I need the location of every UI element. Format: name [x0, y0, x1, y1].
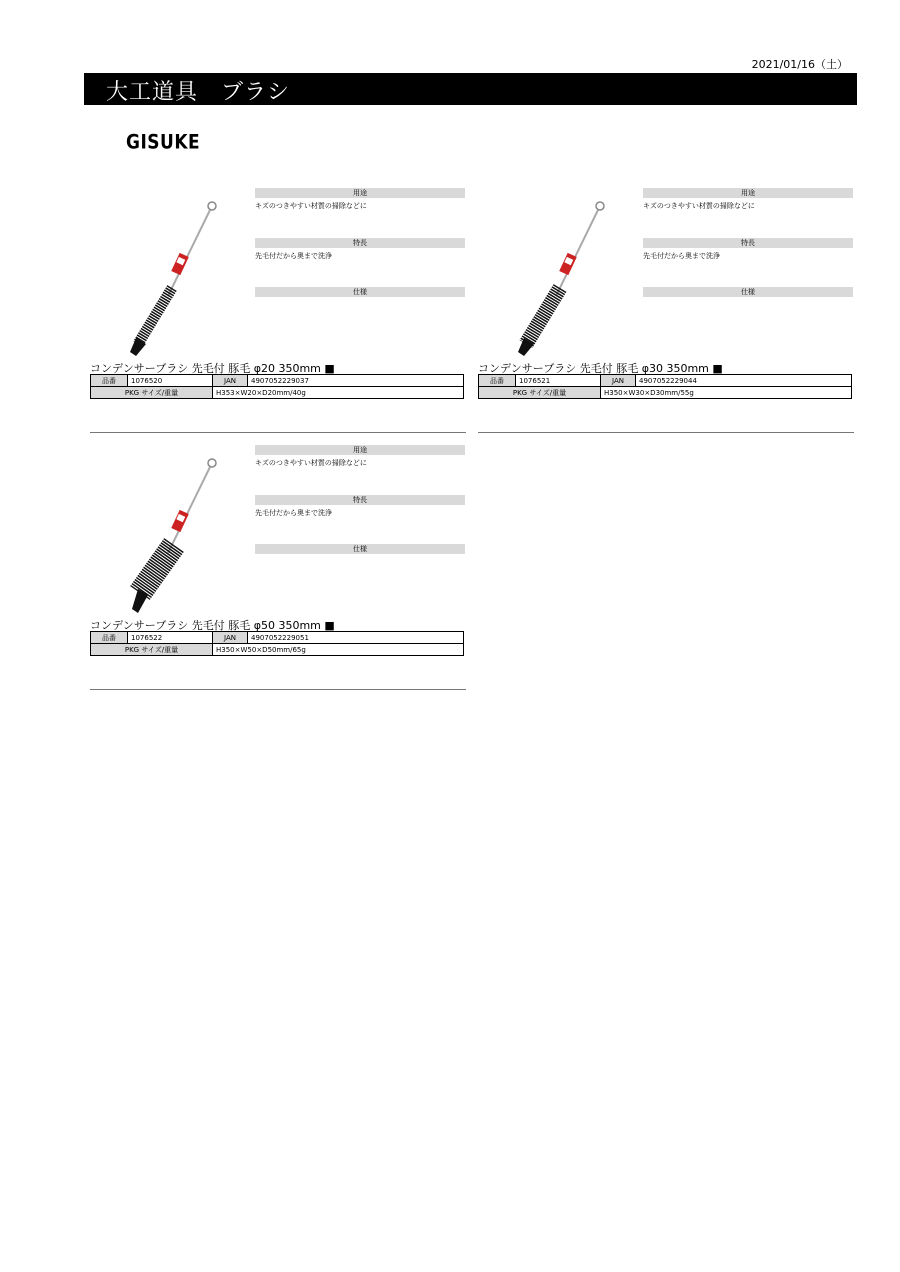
- product-spec-table: [478, 374, 852, 399]
- print-date: 2021/01/16（土）: [751, 58, 848, 71]
- usage-header: 用途: [255, 445, 465, 455]
- pkg-label: PKG サイズ/重量: [479, 387, 601, 399]
- pkg-label: PKG サイズ/重量: [91, 387, 213, 399]
- specs-section: [255, 287, 465, 312]
- product-name: コンデンサーブラシ 先毛付 豚毛 φ30 350mm ■: [478, 362, 723, 375]
- product-card: [90, 188, 466, 434]
- features-text: 先毛付だから奥まで洗浄: [643, 252, 720, 260]
- product-spec-table: [90, 374, 464, 399]
- specs-header: 仕様: [643, 287, 853, 297]
- features-section: [643, 238, 853, 263]
- features-header: 特長: [255, 495, 465, 505]
- specs-section: [255, 544, 465, 569]
- specs-header: 仕様: [255, 544, 465, 554]
- usage-section: [643, 188, 853, 213]
- usage-text: キズのつきやすい材質の掃除などに: [255, 202, 367, 210]
- pkg-value: H353×W20×D20mm/40g: [213, 387, 464, 399]
- product-name: コンデンサーブラシ 先毛付 豚毛 φ20 350mm ■: [90, 362, 335, 375]
- jan-value: 4907052229044: [636, 375, 852, 387]
- jan-value: 4907052229037: [248, 375, 464, 387]
- item-no-value: 1076520: [128, 375, 213, 387]
- product-name: コンデンサーブラシ 先毛付 豚毛 φ50 350mm ■: [90, 619, 335, 632]
- features-text: 先毛付だから奥まで洗浄: [255, 252, 332, 260]
- pkg-value: H350×W30×D30mm/55g: [601, 387, 852, 399]
- item-no-label: 品番: [479, 375, 516, 387]
- usage-text: キズのつきやすい材質の掃除などに: [255, 459, 367, 467]
- specs-section: [643, 287, 853, 312]
- features-section: [255, 495, 465, 520]
- product-card: [478, 188, 854, 434]
- specs-text: [255, 300, 465, 312]
- usage-section: [255, 445, 465, 470]
- product-image: [120, 196, 230, 356]
- jan-label: JAN: [213, 632, 248, 644]
- specs-text: [643, 300, 853, 312]
- section-divider: [90, 689, 466, 690]
- item-no-label: 品番: [91, 375, 128, 387]
- product-card: [90, 445, 466, 691]
- section-divider: [478, 432, 854, 433]
- item-no-label: 品番: [91, 632, 128, 644]
- section-divider: [90, 432, 466, 433]
- jan-label: JAN: [601, 375, 636, 387]
- specs-text: [255, 557, 465, 569]
- product-image: [120, 453, 230, 613]
- features-text: 先毛付だから奥まで洗浄: [255, 509, 332, 517]
- usage-text: キズのつきやすい材質の掃除などに: [643, 202, 755, 210]
- page-title-bar: [84, 73, 857, 105]
- usage-header: 用途: [255, 188, 465, 198]
- usage-header: 用途: [643, 188, 853, 198]
- brand-logo: GISUKE: [126, 131, 201, 154]
- item-no-value: 1076521: [516, 375, 601, 387]
- product-image: [508, 196, 618, 356]
- specs-header: 仕様: [255, 287, 465, 297]
- features-header: 特長: [255, 238, 465, 248]
- features-section: [255, 238, 465, 263]
- usage-section: [255, 188, 465, 213]
- page-title: 大工道具 ブラシ: [106, 80, 291, 105]
- features-header: 特長: [643, 238, 853, 248]
- jan-value: 4907052229051: [248, 632, 464, 644]
- pkg-value: H350×W50×D50mm/65g: [213, 644, 464, 656]
- item-no-value: 1076522: [128, 632, 213, 644]
- pkg-label: PKG サイズ/重量: [91, 644, 213, 656]
- jan-label: JAN: [213, 375, 248, 387]
- product-spec-table: [90, 631, 464, 656]
